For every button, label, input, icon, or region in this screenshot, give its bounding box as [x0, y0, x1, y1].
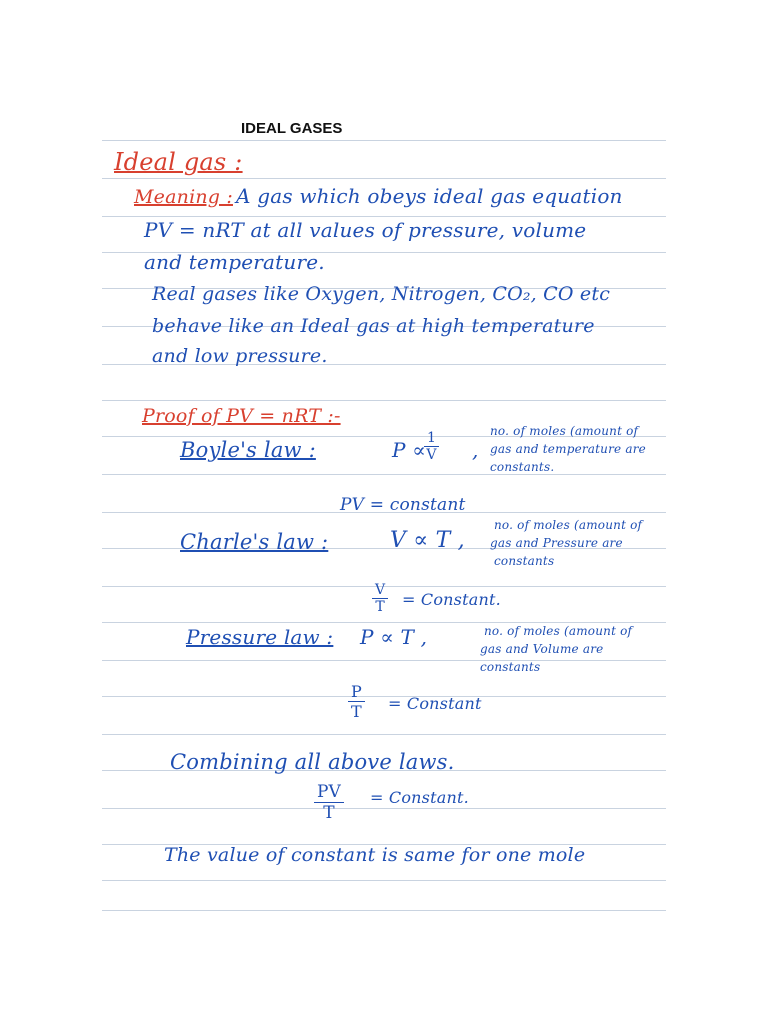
meaning-label: Meaning :	[134, 186, 233, 208]
boyle-note-1: no. of moles (amount of	[490, 424, 639, 438]
pressure-result: = Constant	[388, 694, 482, 713]
rule-line	[102, 660, 666, 661]
fraction-denominator: V	[426, 447, 437, 463]
combined-fraction	[314, 782, 344, 823]
rule-line	[102, 734, 666, 735]
rule-line	[102, 216, 666, 217]
boyle-relation: P ∝	[392, 438, 426, 462]
rule-line	[102, 474, 666, 475]
pressure-note-1: no. of moles (amount of	[484, 624, 633, 638]
fraction-numerator: P	[348, 682, 365, 702]
boyle-note-2: gas and temperature are	[490, 442, 646, 456]
pressure-relation: P ∝ T ,	[360, 625, 428, 649]
real-gases-line-1: Real gases like Oxygen, Nitrogen, CO₂, CO etc	[152, 283, 611, 305]
rule-line	[102, 880, 666, 881]
pressure-note-3: constants	[480, 660, 541, 674]
fraction-numerator: PV	[314, 782, 344, 803]
boyle-comma: ,	[472, 438, 479, 462]
notebook-page	[102, 100, 666, 920]
boyle-result: PV = constant	[340, 495, 466, 515]
rule-line	[102, 808, 666, 809]
real-gases-line-2: behave like an Ideal gas at high temperature	[152, 315, 595, 337]
section-heading: Ideal gas :	[114, 148, 243, 176]
meaning-line-2: PV = nRT at all values of pressure, volume	[144, 218, 587, 242]
fraction-numerator: 1	[424, 430, 439, 447]
page-title: IDEAL GASES	[241, 120, 343, 137]
rule-line	[102, 178, 666, 179]
final-line: The value of constant is same for one mole	[164, 844, 586, 866]
charles-law-label: Charle's law :	[180, 530, 329, 554]
rule-line	[102, 622, 666, 623]
pressure-law-label: Pressure law :	[186, 625, 334, 649]
charles-note-1: no. of moles (amount of	[494, 518, 643, 532]
charles-result: = Constant.	[402, 590, 501, 609]
combined-result: = Constant.	[370, 788, 469, 807]
charles-note-2: gas and Pressure are	[490, 536, 623, 550]
boyle-fraction	[424, 430, 439, 463]
charles-relation: V ∝ T ,	[390, 528, 465, 553]
charles-fraction	[372, 582, 388, 615]
real-gases-line-3: and low pressure.	[152, 345, 328, 367]
meaning-line-3: and temperature.	[144, 250, 325, 274]
boyle-note-3: constants.	[490, 460, 555, 474]
rule-line	[102, 400, 666, 401]
fraction-numerator: V	[372, 582, 388, 599]
rule-line	[102, 140, 666, 141]
fraction-denominator: T	[323, 803, 335, 823]
pressure-note-2: gas and Volume are	[480, 642, 604, 656]
proof-heading: Proof of PV = nRT :-	[142, 405, 341, 427]
rule-line	[102, 696, 666, 697]
combining-line: Combining all above laws.	[170, 750, 455, 774]
fraction-denominator: T	[375, 599, 385, 615]
pressure-fraction	[348, 682, 365, 721]
charles-note-3: constants	[494, 554, 555, 568]
fraction-denominator: T	[351, 702, 362, 721]
boyle-law-label: Boyle's law :	[180, 438, 316, 462]
rule-line	[102, 910, 666, 911]
meaning-line-1: A gas which obeys ideal gas equation	[236, 184, 623, 208]
